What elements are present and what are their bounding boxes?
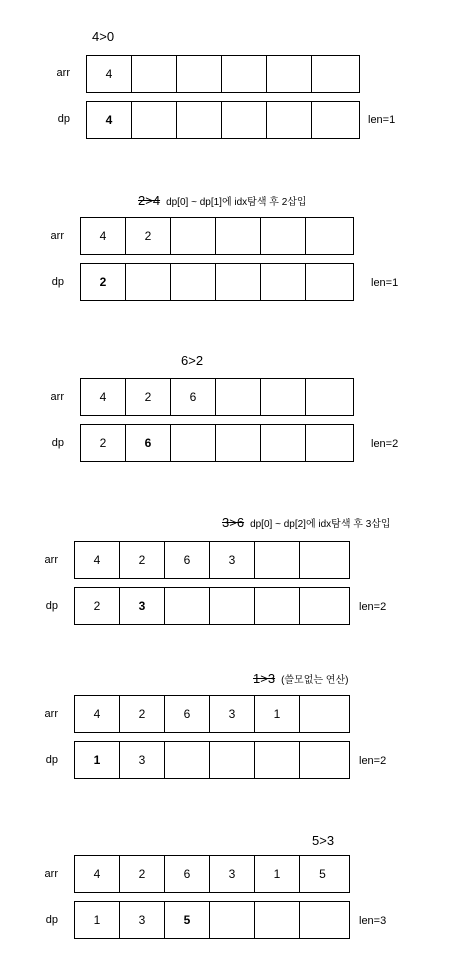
dp-cell: 1 [75, 902, 120, 938]
comparison-text: 4>0 [92, 29, 115, 44]
arr-cell: 1 [255, 856, 300, 892]
arr-cell [306, 218, 351, 254]
dp-cell [306, 425, 351, 461]
dp-cell: 3 [120, 902, 165, 938]
dp-cell [171, 425, 216, 461]
arr-row [86, 55, 360, 93]
dp-label: dp [51, 276, 64, 288]
arr-cell: 2 [120, 696, 165, 732]
dp-cell [210, 742, 255, 778]
dp-cell [177, 102, 222, 138]
dp-cell [261, 264, 306, 300]
arr-cell: 6 [165, 856, 210, 892]
dp-cell [300, 588, 345, 624]
arr-label: arr [56, 67, 70, 79]
dp-cell: 6 [126, 425, 171, 461]
len-text: len=3 [359, 915, 387, 927]
arr-cell [171, 218, 216, 254]
dp-cell [165, 742, 210, 778]
arr-cell: 2 [120, 542, 165, 578]
arr-cell [216, 218, 261, 254]
dp-cell [216, 425, 261, 461]
arr-cell: 4 [87, 56, 132, 92]
step-caption [312, 832, 334, 850]
dp-cell [210, 588, 255, 624]
arr-cell [267, 56, 312, 92]
comparison-text: 5>3 [312, 833, 335, 848]
dp-cell: 2 [81, 425, 126, 461]
arr-cell [216, 379, 261, 415]
arr-cell: 4 [75, 696, 120, 732]
dp-cell [300, 742, 345, 778]
dp-cell: 4 [87, 102, 132, 138]
arr-cell [261, 379, 306, 415]
dp-cell [261, 425, 306, 461]
dp-cell [267, 102, 312, 138]
dp-label: dp [45, 914, 58, 926]
arr-row [80, 217, 354, 255]
arr-label: arr [44, 554, 58, 566]
step-caption [92, 28, 114, 46]
arr-cell: 3 [210, 542, 255, 578]
len-text: len=2 [359, 601, 387, 613]
dp-cell [312, 102, 357, 138]
dp-cell: 2 [75, 588, 120, 624]
dp-cell: 5 [165, 902, 210, 938]
dp-label: dp [51, 437, 64, 449]
arr-row [74, 695, 350, 733]
arr-label: arr [50, 230, 64, 242]
dp-label: dp [45, 600, 58, 612]
arr-cell: 6 [165, 542, 210, 578]
len-text: len=2 [359, 755, 387, 767]
dp-cell [255, 742, 300, 778]
dp-cell: 1 [75, 742, 120, 778]
dp-cell [255, 902, 300, 938]
comparison-text: 3>6 [222, 515, 245, 530]
dp-cell [132, 102, 177, 138]
arr-cell: 5 [319, 867, 326, 881]
dp-label: dp [57, 113, 70, 125]
arr-cell: 2 [120, 856, 165, 892]
dp-label: dp [45, 754, 58, 766]
comparison-text: 1>3 [253, 671, 276, 686]
dp-cell [216, 264, 261, 300]
arr-row [80, 378, 354, 416]
comparison-text: 2>4 [138, 193, 161, 208]
arr-cell: 6 [171, 379, 216, 415]
arr-cell [306, 379, 351, 415]
dp-cell [300, 902, 345, 938]
arr-cell: 3 [210, 696, 255, 732]
arr-cell [312, 56, 357, 92]
arr-label: arr [44, 868, 58, 880]
arr-cell: 4 [81, 218, 126, 254]
dp-cell [210, 902, 255, 938]
arr-cell: 1 [255, 696, 300, 732]
dp-cell [171, 264, 216, 300]
note-text: dp[0] ~ dp[2]에 idx탐색 후 3삽입 [250, 519, 391, 530]
step-caption [222, 514, 391, 532]
dp-cell [255, 588, 300, 624]
dp-row [86, 101, 360, 139]
dp-cell: 2 [81, 264, 126, 300]
dp-cell [165, 588, 210, 624]
arr-cell: 2 [126, 379, 171, 415]
dp-cell [222, 102, 267, 138]
dp-cell: 3 [120, 742, 165, 778]
arr-cell [300, 542, 345, 578]
arr-cell [132, 56, 177, 92]
dp-cell [306, 264, 351, 300]
arr-cell [177, 56, 222, 92]
step-caption [253, 670, 348, 688]
note-text: dp[0] ~ dp[1]에 idx탐색 후 2삽입 [166, 197, 307, 208]
arr-cell: 4 [81, 379, 126, 415]
arr-label: arr [50, 391, 64, 403]
arr-row [74, 855, 350, 893]
len-text: len=1 [371, 277, 399, 289]
arr-cell [300, 696, 345, 732]
arr-cell: 4 [75, 542, 120, 578]
arr-row [74, 541, 350, 579]
arr-cell: 4 [75, 856, 120, 892]
arr-cell: 6 [165, 696, 210, 732]
arr-cell [261, 218, 306, 254]
step-caption [138, 192, 307, 210]
arr-cell: 2 [126, 218, 171, 254]
len-text: len=2 [371, 438, 399, 450]
step-caption [181, 352, 203, 370]
dp-cell [126, 264, 171, 300]
dp-row [74, 901, 350, 939]
arr-cell [255, 542, 300, 578]
dp-row [80, 263, 354, 301]
comparison-text: 6>2 [181, 353, 204, 368]
dp-row [74, 741, 350, 779]
dp-cell: 3 [120, 588, 165, 624]
dp-row [74, 587, 350, 625]
arr-cell: 3 [210, 856, 255, 892]
dp-row [80, 424, 354, 462]
arr-label: arr [44, 708, 58, 720]
len-text: len=1 [368, 114, 396, 126]
note-text: (쓸모없는 연산) [281, 675, 349, 686]
arr-cell [222, 56, 267, 92]
